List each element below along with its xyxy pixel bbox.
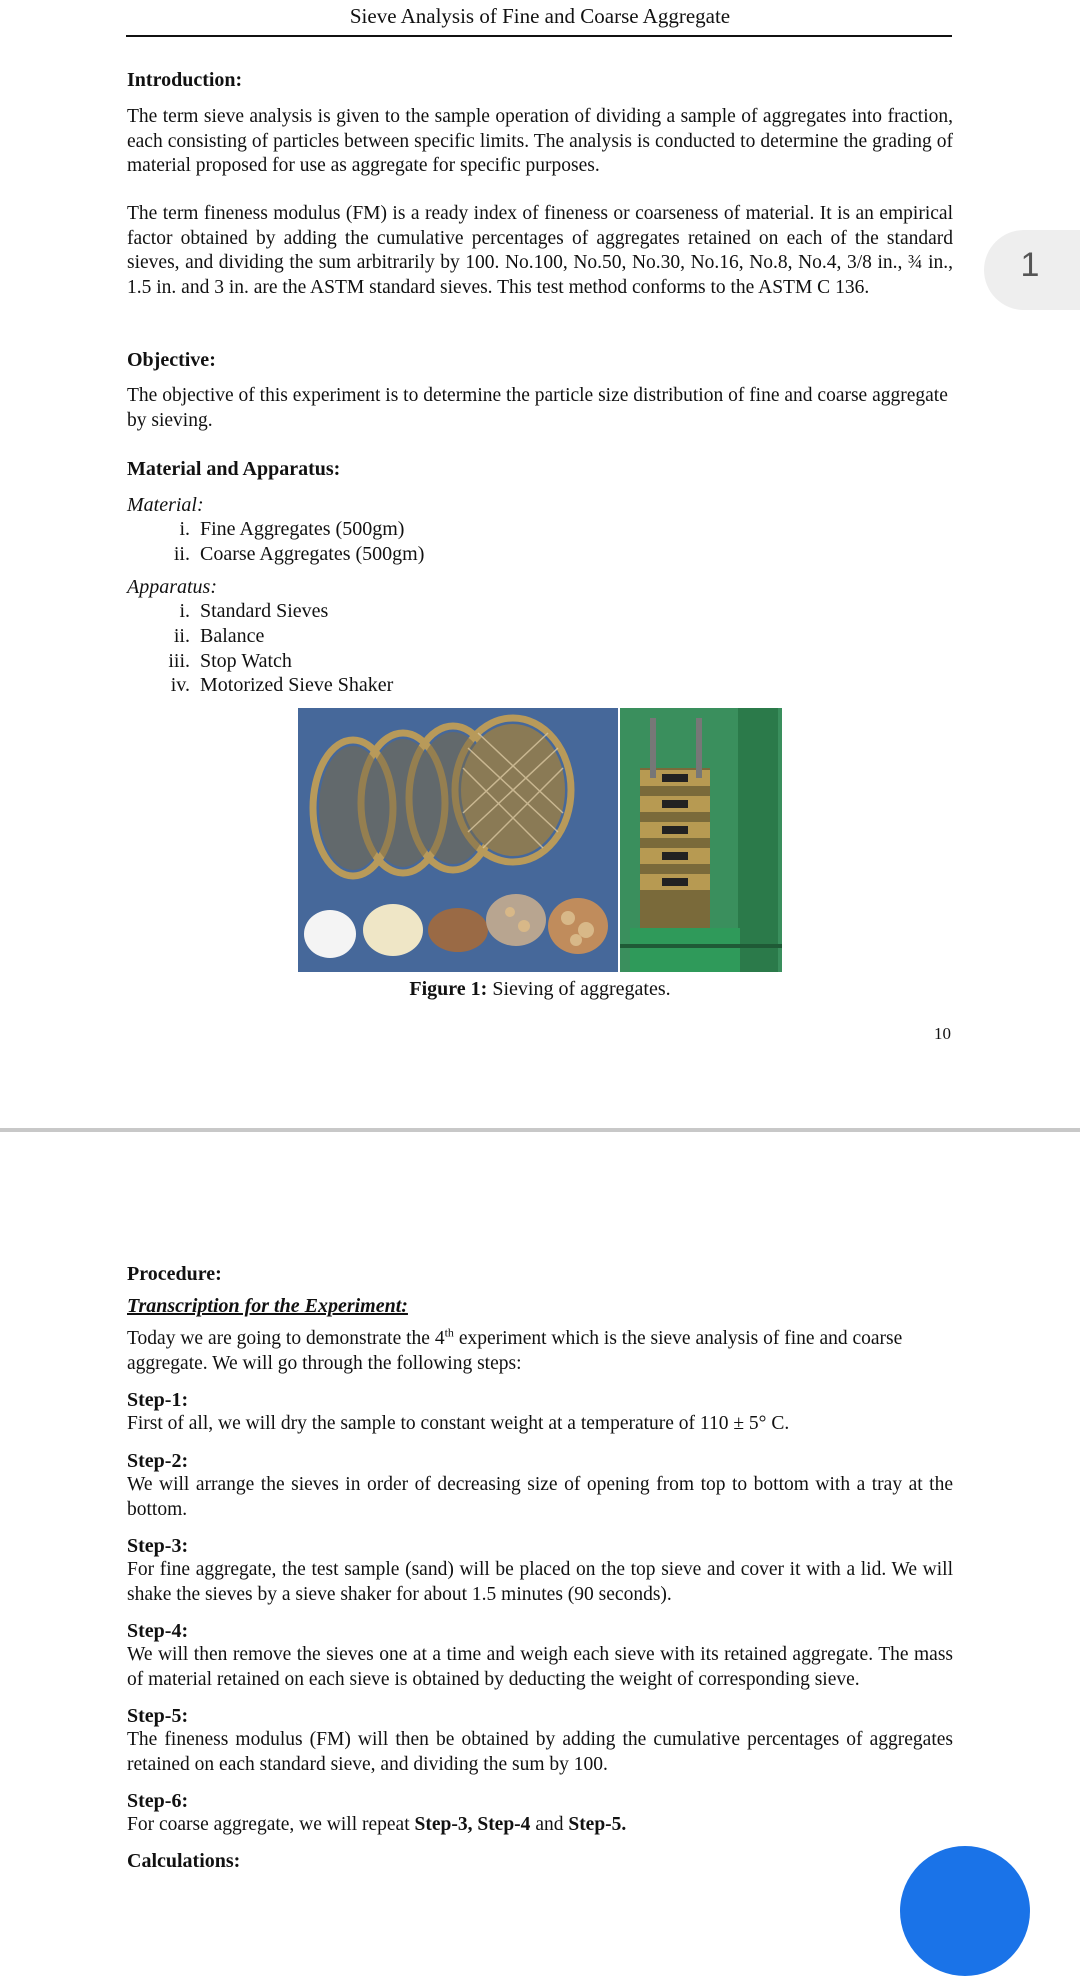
page-number: 10 <box>934 1024 951 1043</box>
floating-action-button[interactable] <box>900 1846 1030 1976</box>
calculations-heading: Calculations: <box>127 1850 241 1872</box>
step-label: Step-4: <box>127 1620 189 1642</box>
page-separator <box>0 1128 1080 1132</box>
objective-text: The objective of this experiment is to determine the particle size distribution of fine and coarse aggregate by sieving. <box>127 385 948 431</box>
step-text: First of all, we will dry the sample to constant weight at a temperature of 110 ± 5° C. <box>127 1413 790 1434</box>
apparatus-item: ii. Balance <box>173 625 265 647</box>
introduction-heading: Introduction: <box>127 69 243 91</box>
apparatus-item: iv. Motorized Sieve Shaker <box>170 674 394 696</box>
material-item: i. Fine Aggregates (500gm) <box>179 518 405 540</box>
step-label: Step-5: <box>127 1705 189 1727</box>
apparatus-item: i. Standard Sieves <box>179 600 329 622</box>
step-text: We will then remove the sieves one at a time and weigh each sieve with its retained aggregate. The mass of material retained on each sieve is obtained by deducting the weight of corresponding sieve. <box>127 1644 953 1690</box>
page-header-title: Sieve Analysis of Fine and Coarse Aggregate <box>349 4 731 28</box>
procedure-heading: Procedure: <box>127 1263 222 1285</box>
step-text: For fine aggregate, the test sample (sand) will be placed on the top sieve and cover it with a lid. We will shake the sieves by a sieve shaker for about 1.5 minutes (90 seconds). <box>127 1559 953 1605</box>
step-text: The fineness modulus (FM) will then be obtained by adding the cumulative percentages of aggregates retained on each standard sieve, and dividing the sum by 100. <box>127 1729 953 1775</box>
introduction-paragraph-2: The term fineness modulus (FM) is a ready index of fineness or coarseness of material. It is an empirical factor obtained by adding the cumulative percentages of aggregates retained on each of the standard sieves, and dividing the sum arbitrarily by 100. No.100, No.50, No.30, No.16, No.8, No.4, 3/8 in., ¾ in., 1.5 in. and 3 in. are the ASTM standard sieves. This test method conforms to the ASTM C 136. <box>127 203 953 298</box>
introduction-paragraph-1: The term sieve analysis is given to the sample operation of dividing a sample of aggregates into fraction, each consisting of particles between specific limits. The analysis is conducted to determine the grading of material proposed for use as aggregate for specific purposes. <box>127 106 953 176</box>
header-rule <box>126 35 952 37</box>
material-apparatus-heading: Material and Apparatus: <box>127 458 341 480</box>
transcription-heading: Transcription for the Experiment: <box>127 1295 408 1317</box>
step-label: Step-1: <box>127 1389 189 1411</box>
step-label: Step-3: <box>127 1535 189 1557</box>
apparatus-item: iii. Stop Watch <box>168 650 292 672</box>
sieve-shaker-photo <box>620 708 782 972</box>
page-indicator-number: 1 <box>1020 246 1040 284</box>
objective-heading: Objective: <box>127 349 216 371</box>
procedure-intro: Today we are going to demonstrate the 4th experiment which is the sieve analysis of fine and coarse aggregate. We will go through the following steps: <box>127 1325 903 1374</box>
material-label: Material: <box>127 494 204 516</box>
step-label: Step-6: <box>127 1790 189 1812</box>
figure-caption: Figure 1: Sieving of aggregates. <box>409 978 671 1000</box>
step-text: We will arrange the sieves in order of decreasing size of opening from top to bottom with a tray at the bottom. <box>127 1474 953 1520</box>
material-item: ii. Coarse Aggregates (500gm) <box>173 543 425 565</box>
apparatus-label: Apparatus: <box>127 576 217 598</box>
step-label: Step-2: <box>127 1450 189 1472</box>
step-text: For coarse aggregate, we will repeat Step-3, Step-4 and Step-5. <box>127 1814 627 1835</box>
sieves-photo <box>298 708 618 972</box>
